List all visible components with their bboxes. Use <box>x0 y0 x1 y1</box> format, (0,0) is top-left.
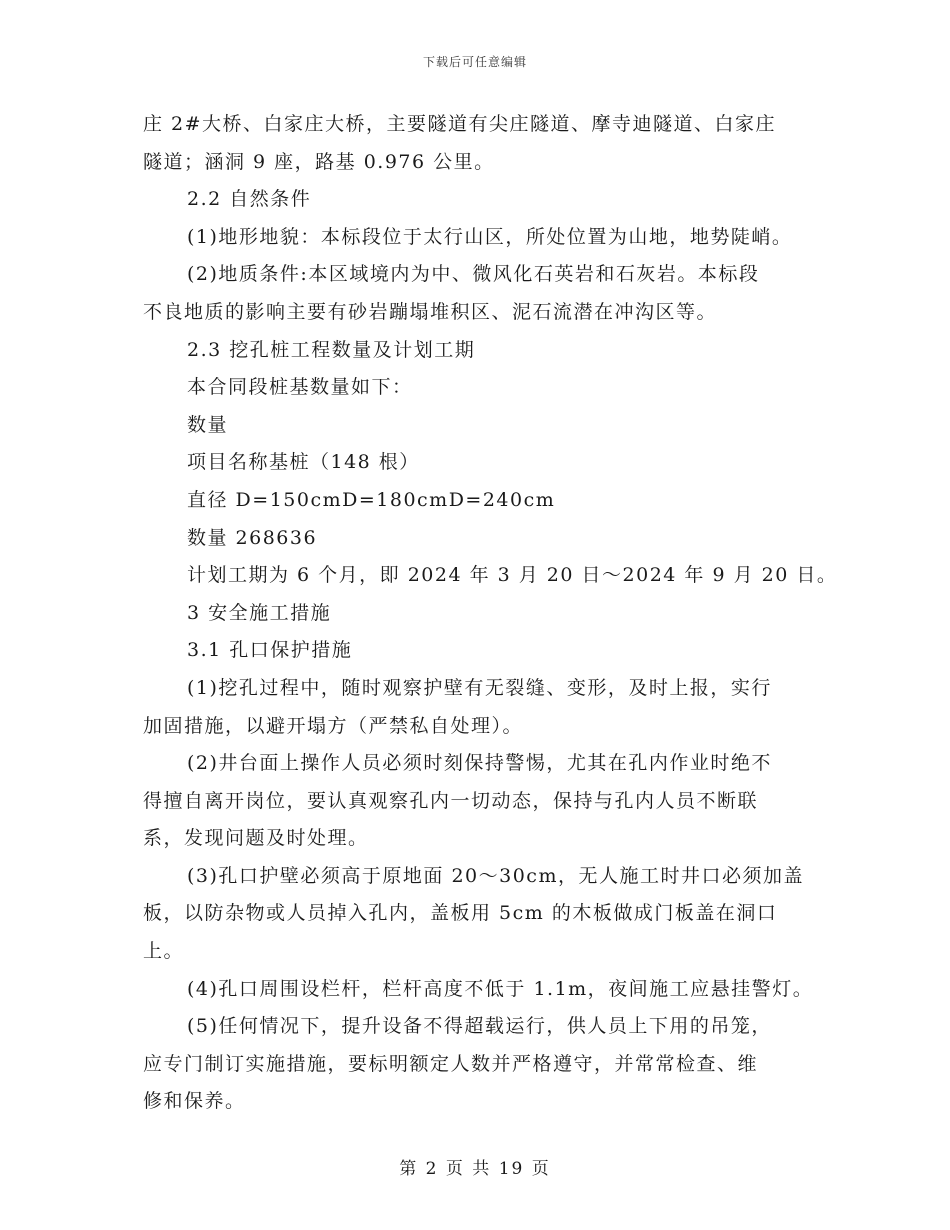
body-line: (1)挖孔过程中，随时观察护壁有无裂缝、变形，及时上报，实行 <box>187 676 772 699</box>
section-heading: 3.1 孔口保护措施 <box>187 639 353 662</box>
body-line: 加固措施，以避开塌方（严禁私自处理）。 <box>143 714 524 737</box>
body-line: 系，发现问题及时处理。 <box>143 827 369 850</box>
body-line: (3)孔口护壁必须高于原地面 20～30cm，无人施工时井口必须加盖 <box>187 864 804 887</box>
body-line: 直径 D=150cmD=180cmD=240cm <box>187 488 556 511</box>
body-line: 计划工期为 6 个月，即 2024 年 3 月 20 日～2024 年 9 月 20 日。 <box>187 564 838 587</box>
body-line: 隧道；涵洞 9 座，路基 0.976 公里。 <box>143 150 495 173</box>
body-line: (5)任何情况下，提升设备不得超载运行，供人员上下用的吊笼， <box>187 1015 772 1038</box>
body-line: 上。 <box>143 940 185 963</box>
body-line: 项目名称基桩（148 根） <box>187 451 420 474</box>
section-heading: 3 安全施工措施 <box>187 601 332 624</box>
body-line: 应专门制订实施措施，要标明额定人数并严格遵守，并常常检查、维 <box>143 1052 759 1075</box>
body-line: 数量 <box>187 413 229 436</box>
body-line: 本合同段桩基数量如下： <box>187 376 413 399</box>
body-line: (2)井台面上操作人员必须时刻保持警惕，尤其在孔内作业时绝不 <box>187 752 772 775</box>
body-line: 得擅自离开岗位，要认真观察孔内一切动态，保持与孔内人员不断联 <box>143 789 759 812</box>
body-line: 修和保养。 <box>143 1090 246 1113</box>
body-line: (1)地形地貌：本标段位于太行山区，所处位置为山地，地势陡峭。 <box>187 225 793 248</box>
body-line: 庄 2#大桥、白家庄大桥，主要隧道有尖庄隧道、摩寺迪隧道、白家庄 <box>143 113 777 135</box>
section-heading: 2.2 自然条件 <box>187 188 312 211</box>
body-line: (4)孔口周围设栏杆，栏杆高度不低于 1.1m，夜间施工应悬挂警灯。 <box>187 977 814 1000</box>
section-heading: 2.3 挖孔桩工程数量及计划工期 <box>187 338 476 361</box>
document-body <box>143 106 838 1121</box>
body-line: 板，以防杂物或人员掉入孔内，盖板用 5cm 的木板做成门板盖在洞口 <box>143 902 778 925</box>
page-header: 下载后可任意编辑 <box>422 55 527 69</box>
page-footer: 第 2 页 共 19 页 <box>399 1159 551 1179</box>
body-line: 数量 268636 <box>187 526 318 549</box>
body-line: (2)地质条件:本区域境内为中、微风化石英岩和石灰岩。本标段 <box>187 263 760 286</box>
body-line: 不良地质的影响主要有砂岩蹦塌堆积区、泥石流潜在冲沟区等。 <box>143 300 718 323</box>
